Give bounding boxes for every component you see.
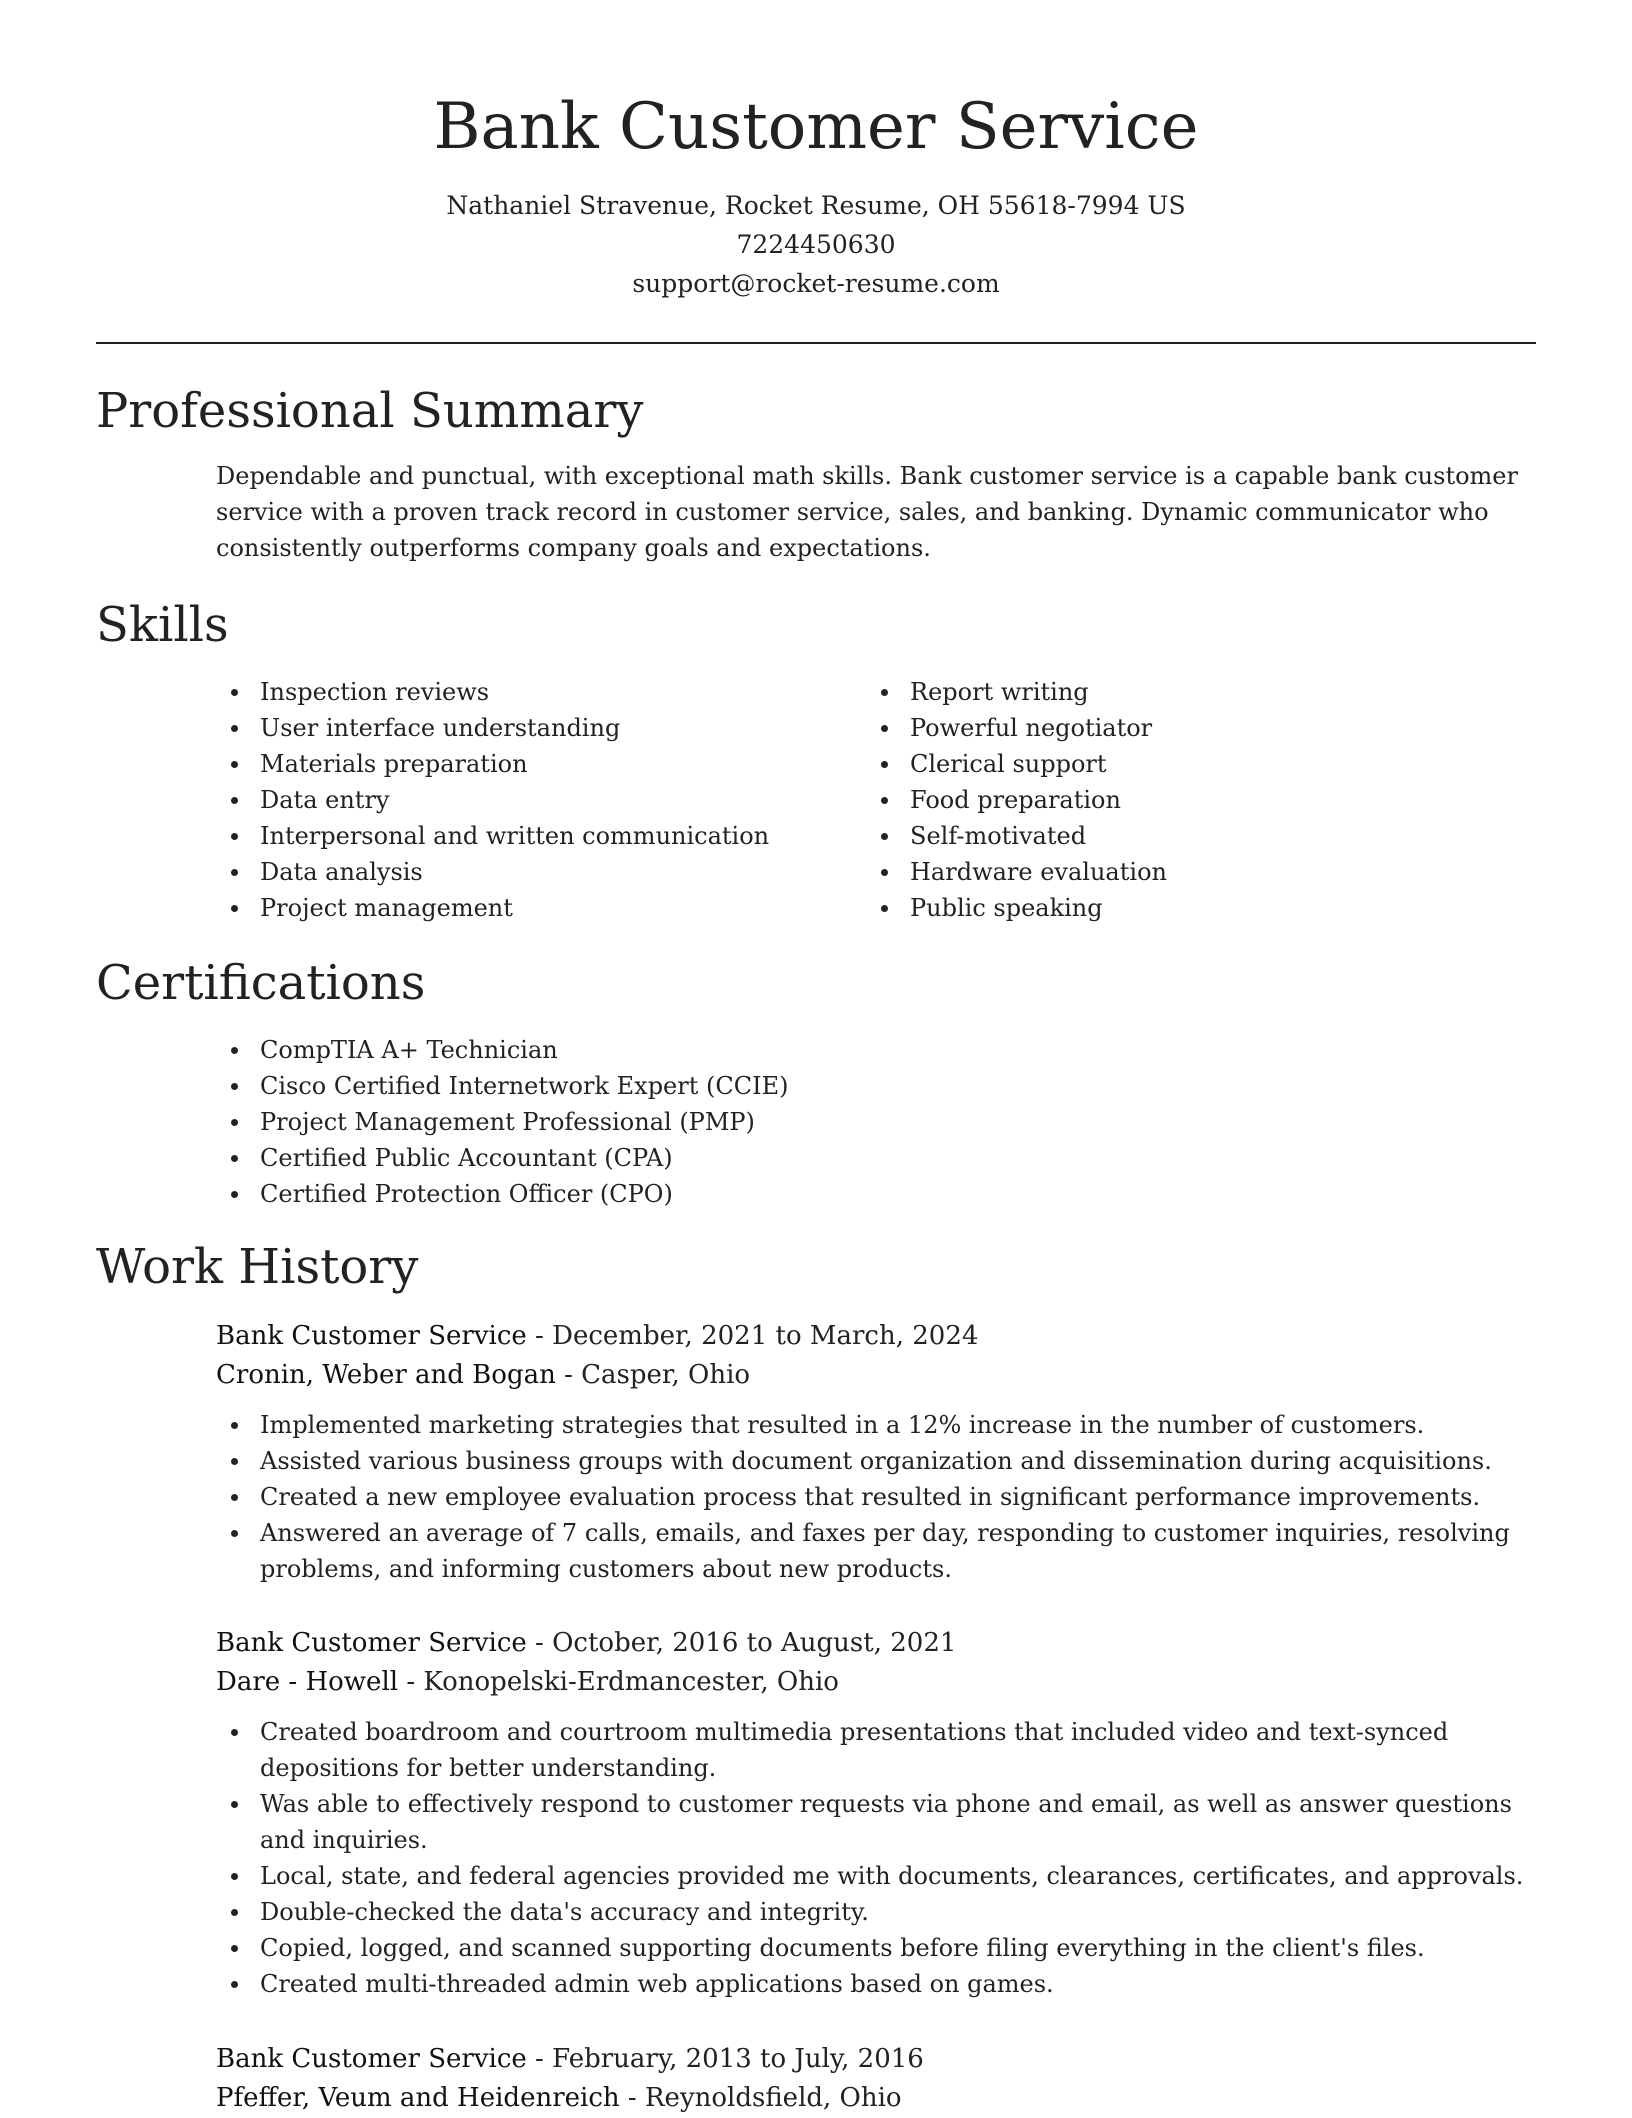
- job-role: Bank Customer Service: [216, 1321, 527, 1351]
- resume-name: Bank Customer Service: [433, 90, 1199, 164]
- skills-list-left: [216, 674, 816, 926]
- job-bullet: Created a new employee evaluation process that resulted in significant performance improvements.: [216, 1479, 1536, 1515]
- job-location: Reynoldsfield, Ohio: [644, 2083, 902, 2113]
- skill-item: Public speaking: [866, 890, 1466, 926]
- job-bullet: Answered an average of 7 calls, emails, and faxes per day, responding to customer inquiries, resolving problems, and informing customers about new products.: [216, 1515, 1536, 1587]
- certification-item: CompTIA A+ Technician: [216, 1032, 1116, 1068]
- job-bullet: Local, state, and federal agencies provided me with documents, clearances, certificates, and approvals.: [216, 1858, 1536, 1894]
- certifications-list: [216, 1032, 1116, 1212]
- job-bullet: Created multi-threaded admin web applications based on games.: [216, 1966, 1536, 2002]
- job-title-line: Bank Customer Service - October, 2016 to August, 2021: [216, 1628, 957, 1658]
- job-bullet: Implemented marketing strategies that resulted in a 12% increase in the number of customers.: [216, 1407, 1536, 1443]
- job-dates: February, 2013 to July, 2016: [552, 2044, 924, 2074]
- skill-item: Interpersonal and written communication: [216, 818, 816, 854]
- job-company-line: Cronin, Weber and Bogan - Casper, Ohio: [216, 1360, 751, 1390]
- certifications-heading: Certifications: [96, 955, 426, 1011]
- job-location: Casper, Ohio: [581, 1360, 751, 1390]
- skill-item: Powerful negotiator: [866, 710, 1466, 746]
- job-bullet: Assisted various business groups with document organization and dissemination during acquisitions.: [216, 1443, 1536, 1479]
- job-bullet: Double-checked the data's accuracy and integrity.: [216, 1894, 1536, 1930]
- job-company-line: Dare - Howell - Konopelski-Erdmancester, Ohio: [216, 1667, 839, 1697]
- resume-header: [0, 0, 1632, 303]
- summary-text: Dependable and punctual, with exceptional math skills. Bank customer service is a capable bank customer service with a proven track record in customer service, sales, and banking. Dynamic communicator who consistently outperforms company goals and expectations.: [216, 462, 1518, 562]
- work-history-heading: Work History: [96, 1239, 419, 1295]
- skill-item: User interface understanding: [216, 710, 816, 746]
- job-dates: October, 2016 to August, 2021: [552, 1628, 957, 1658]
- skill-item: Inspection reviews: [216, 674, 816, 710]
- job-dates: December, 2021 to March, 2024: [552, 1321, 979, 1351]
- job-company-line: Pfeffer, Veum and Heidenreich - Reynoldsfield, Ohio: [216, 2083, 902, 2113]
- skill-item: Data analysis: [216, 854, 816, 890]
- certification-item: Cisco Certified Internetwork Expert (CCIE): [216, 1068, 1116, 1104]
- job-bullet: Was able to effectively respond to customer requests via phone and email, as well as answer questions and inquiries.: [216, 1786, 1536, 1858]
- job-entry: [216, 2040, 1536, 2118]
- job-role: Bank Customer Service: [216, 2044, 527, 2074]
- job-entry: [216, 1317, 1536, 1587]
- job-bullets: [216, 1714, 1536, 2002]
- skills-list-right: [866, 674, 1466, 926]
- job-location: Konopelski-Erdmancester, Ohio: [423, 1667, 839, 1697]
- job-title-line: Bank Customer Service - February, 2013 to July, 2016: [216, 2044, 924, 2074]
- job-bullet: Copied, logged, and scanned supporting documents before filing everything in the client's files.: [216, 1930, 1536, 1966]
- skill-item: Data entry: [216, 782, 816, 818]
- job-bullets: [216, 1407, 1536, 1587]
- skill-item: Hardware evaluation: [866, 854, 1466, 890]
- skills-heading: Skills: [96, 597, 229, 653]
- certification-item: Certified Public Accountant (CPA): [216, 1140, 1116, 1176]
- job-entry: [216, 1624, 1536, 2002]
- skill-item: Project management: [216, 890, 816, 926]
- skill-item: Clerical support: [866, 746, 1466, 782]
- skill-item: Materials preparation: [216, 746, 816, 782]
- certification-item: Certified Protection Officer (CPO): [216, 1176, 1116, 1212]
- contact-email: support@rocket-resume.com: [632, 269, 1000, 298]
- contact-phone: 7224450630: [736, 230, 896, 259]
- job-role: Bank Customer Service: [216, 1628, 527, 1658]
- skill-item: Food preparation: [866, 782, 1466, 818]
- summary-heading: Professional Summary: [96, 383, 644, 439]
- skill-item: Report writing: [866, 674, 1466, 710]
- job-company: Cronin, Weber and Bogan: [216, 1360, 556, 1390]
- certification-item: Project Management Professional (PMP): [216, 1104, 1116, 1140]
- header-divider: [96, 342, 1536, 344]
- job-company: Pfeffer, Veum and Heidenreich: [216, 2083, 620, 2113]
- job-title-line: Bank Customer Service - December, 2021 to March, 2024: [216, 1321, 979, 1351]
- job-company: Dare - Howell: [216, 1667, 399, 1697]
- job-bullet: Created boardroom and courtroom multimedia presentations that included video and text-synced depositions for better understanding.: [216, 1714, 1536, 1786]
- contact-address: Nathaniel Stravenue, Rocket Resume, OH 55618-7994 US: [446, 191, 1186, 220]
- skill-item: Self-motivated: [866, 818, 1466, 854]
- contact-block: [0, 186, 1632, 303]
